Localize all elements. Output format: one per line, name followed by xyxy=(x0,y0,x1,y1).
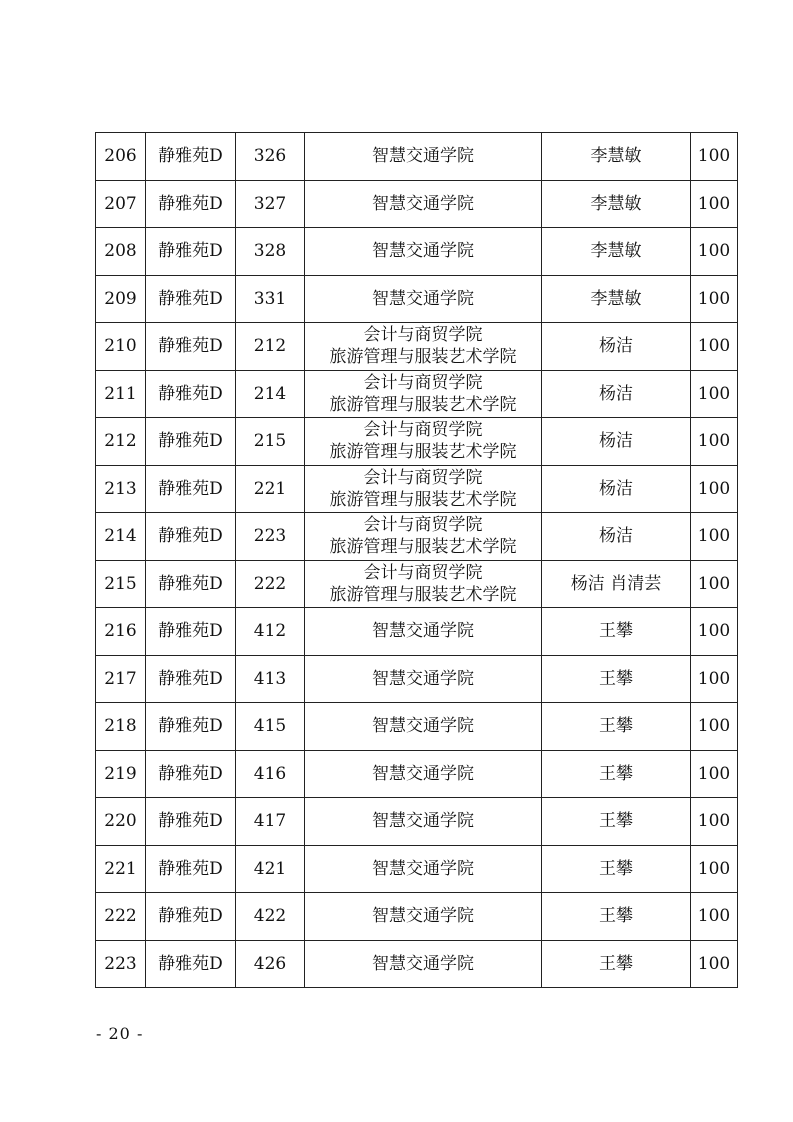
cell-room: 212 xyxy=(236,323,305,371)
college-line: 旅游管理与服装艺术学院 xyxy=(329,537,517,558)
cell-college xyxy=(305,798,542,846)
table-row xyxy=(96,418,738,466)
cell-score: 100 xyxy=(691,560,738,608)
college-line: 会计与商贸学院 xyxy=(363,562,483,583)
cell-person: 李慧敏 xyxy=(542,275,691,323)
cell-college xyxy=(305,513,542,561)
cell-building: 静雅苑D xyxy=(146,893,236,941)
cell-room: 215 xyxy=(236,418,305,466)
cell-number: 209 xyxy=(96,275,146,323)
cell-room: 416 xyxy=(236,750,305,798)
table-row xyxy=(96,893,738,941)
cell-number: 214 xyxy=(96,513,146,561)
cell-score: 100 xyxy=(691,513,738,561)
cell-person: 王攀 xyxy=(542,608,691,656)
cell-number: 223 xyxy=(96,940,146,988)
cell-person: 杨洁 xyxy=(542,323,691,371)
cell-score: 100 xyxy=(691,418,738,466)
college-line: 智慧交通学院 xyxy=(372,858,474,879)
table-row xyxy=(96,750,738,798)
table-row xyxy=(96,798,738,846)
cell-person: 王攀 xyxy=(542,750,691,798)
college-line: 旅游管理与服装艺术学院 xyxy=(329,584,517,605)
table-row xyxy=(96,180,738,228)
cell-number: 210 xyxy=(96,323,146,371)
cell-score: 100 xyxy=(691,228,738,276)
college-line: 会计与商贸学院 xyxy=(363,515,483,536)
cell-room: 415 xyxy=(236,703,305,751)
cell-building: 静雅苑D xyxy=(146,418,236,466)
college-line: 会计与商贸学院 xyxy=(363,420,483,441)
table-row xyxy=(96,513,738,561)
college-line: 会计与商贸学院 xyxy=(363,372,483,393)
college-line: 智慧交通学院 xyxy=(372,288,474,309)
cell-score: 100 xyxy=(691,798,738,846)
college-line: 智慧交通学院 xyxy=(372,906,474,927)
cell-college xyxy=(305,275,542,323)
college-line: 智慧交通学院 xyxy=(372,763,474,784)
cell-building: 静雅苑D xyxy=(146,750,236,798)
table-row xyxy=(96,323,738,371)
college-line: 旅游管理与服装艺术学院 xyxy=(329,489,517,510)
cell-college xyxy=(305,228,542,276)
cell-room: 426 xyxy=(236,940,305,988)
cell-building: 静雅苑D xyxy=(146,655,236,703)
cell-number: 212 xyxy=(96,418,146,466)
cell-building: 静雅苑D xyxy=(146,370,236,418)
cell-building: 静雅苑D xyxy=(146,845,236,893)
table-row xyxy=(96,275,738,323)
cell-building: 静雅苑D xyxy=(146,180,236,228)
cell-number: 222 xyxy=(96,893,146,941)
table-row xyxy=(96,560,738,608)
cell-number: 220 xyxy=(96,798,146,846)
cell-score: 100 xyxy=(691,703,738,751)
cell-college xyxy=(305,940,542,988)
cell-college xyxy=(305,845,542,893)
cell-score: 100 xyxy=(691,608,738,656)
college-line: 会计与商贸学院 xyxy=(363,325,483,346)
cell-college xyxy=(305,133,542,181)
cell-college xyxy=(305,180,542,228)
college-line: 旅游管理与服装艺术学院 xyxy=(329,347,517,368)
college-line: 智慧交通学院 xyxy=(372,811,474,832)
college-line: 智慧交通学院 xyxy=(372,241,474,262)
cell-number: 211 xyxy=(96,370,146,418)
cell-person: 王攀 xyxy=(542,703,691,751)
cell-building: 静雅苑D xyxy=(146,275,236,323)
cell-room: 413 xyxy=(236,655,305,703)
cell-person: 王攀 xyxy=(542,940,691,988)
college-line: 智慧交通学院 xyxy=(372,621,474,642)
cell-building: 静雅苑D xyxy=(146,465,236,513)
cell-number: 216 xyxy=(96,608,146,656)
cell-number: 217 xyxy=(96,655,146,703)
cell-person: 杨洁 xyxy=(542,370,691,418)
table-row xyxy=(96,655,738,703)
cell-person: 杨洁 xyxy=(542,465,691,513)
cell-score: 100 xyxy=(691,893,738,941)
cell-college xyxy=(305,893,542,941)
cell-score: 100 xyxy=(691,133,738,181)
table-row xyxy=(96,940,738,988)
cell-score: 100 xyxy=(691,180,738,228)
cell-room: 326 xyxy=(236,133,305,181)
cell-room: 412 xyxy=(236,608,305,656)
cell-college xyxy=(305,750,542,798)
cell-score: 100 xyxy=(691,655,738,703)
cell-person: 王攀 xyxy=(542,893,691,941)
cell-score: 100 xyxy=(691,845,738,893)
cell-person: 王攀 xyxy=(542,845,691,893)
college-line: 智慧交通学院 xyxy=(372,716,474,737)
table-row xyxy=(96,228,738,276)
cell-score: 100 xyxy=(691,465,738,513)
table-row xyxy=(96,465,738,513)
cell-score: 100 xyxy=(691,750,738,798)
cell-person: 王攀 xyxy=(542,798,691,846)
college-line: 旅游管理与服装艺术学院 xyxy=(329,394,517,415)
cell-building: 静雅苑D xyxy=(146,798,236,846)
cell-room: 223 xyxy=(236,513,305,561)
cell-building: 静雅苑D xyxy=(146,228,236,276)
cell-score: 100 xyxy=(691,940,738,988)
cell-building: 静雅苑D xyxy=(146,703,236,751)
table-body xyxy=(96,133,738,988)
cell-person: 王攀 xyxy=(542,655,691,703)
college-line: 会计与商贸学院 xyxy=(363,467,483,488)
college-line: 智慧交通学院 xyxy=(372,146,474,167)
cell-college xyxy=(305,418,542,466)
cell-building: 静雅苑D xyxy=(146,323,236,371)
dormitory-score-table xyxy=(95,132,738,988)
cell-score: 100 xyxy=(691,275,738,323)
cell-college xyxy=(305,655,542,703)
cell-college xyxy=(305,560,542,608)
cell-college xyxy=(305,323,542,371)
cell-number: 207 xyxy=(96,180,146,228)
cell-college xyxy=(305,703,542,751)
cell-number: 208 xyxy=(96,228,146,276)
cell-room: 422 xyxy=(236,893,305,941)
cell-building: 静雅苑D xyxy=(146,513,236,561)
cell-number: 218 xyxy=(96,703,146,751)
cell-building: 静雅苑D xyxy=(146,608,236,656)
cell-number: 206 xyxy=(96,133,146,181)
cell-person: 李慧敏 xyxy=(542,180,691,228)
college-line: 智慧交通学院 xyxy=(372,953,474,974)
cell-college xyxy=(305,465,542,513)
cell-room: 331 xyxy=(236,275,305,323)
cell-person: 杨洁 肖清芸 xyxy=(542,560,691,608)
cell-college xyxy=(305,370,542,418)
cell-number: 221 xyxy=(96,845,146,893)
table-row xyxy=(96,608,738,656)
college-line: 智慧交通学院 xyxy=(372,193,474,214)
cell-college xyxy=(305,608,542,656)
cell-building: 静雅苑D xyxy=(146,133,236,181)
cell-room: 214 xyxy=(236,370,305,418)
cell-room: 417 xyxy=(236,798,305,846)
table-row xyxy=(96,703,738,751)
cell-building: 静雅苑D xyxy=(146,940,236,988)
cell-score: 100 xyxy=(691,323,738,371)
cell-building: 静雅苑D xyxy=(146,560,236,608)
cell-person: 李慧敏 xyxy=(542,228,691,276)
table-row xyxy=(96,133,738,181)
college-line: 旅游管理与服装艺术学院 xyxy=(329,442,517,463)
cell-room: 421 xyxy=(236,845,305,893)
cell-number: 219 xyxy=(96,750,146,798)
cell-number: 215 xyxy=(96,560,146,608)
table-row xyxy=(96,845,738,893)
table-row xyxy=(96,370,738,418)
cell-person: 杨洁 xyxy=(542,418,691,466)
cell-person: 杨洁 xyxy=(542,513,691,561)
college-line: 智慧交通学院 xyxy=(372,668,474,689)
cell-room: 221 xyxy=(236,465,305,513)
cell-score: 100 xyxy=(691,370,738,418)
cell-room: 328 xyxy=(236,228,305,276)
page-number: - 20 - xyxy=(96,1024,144,1043)
cell-room: 327 xyxy=(236,180,305,228)
cell-person: 李慧敏 xyxy=(542,133,691,181)
cell-room: 222 xyxy=(236,560,305,608)
cell-number: 213 xyxy=(96,465,146,513)
